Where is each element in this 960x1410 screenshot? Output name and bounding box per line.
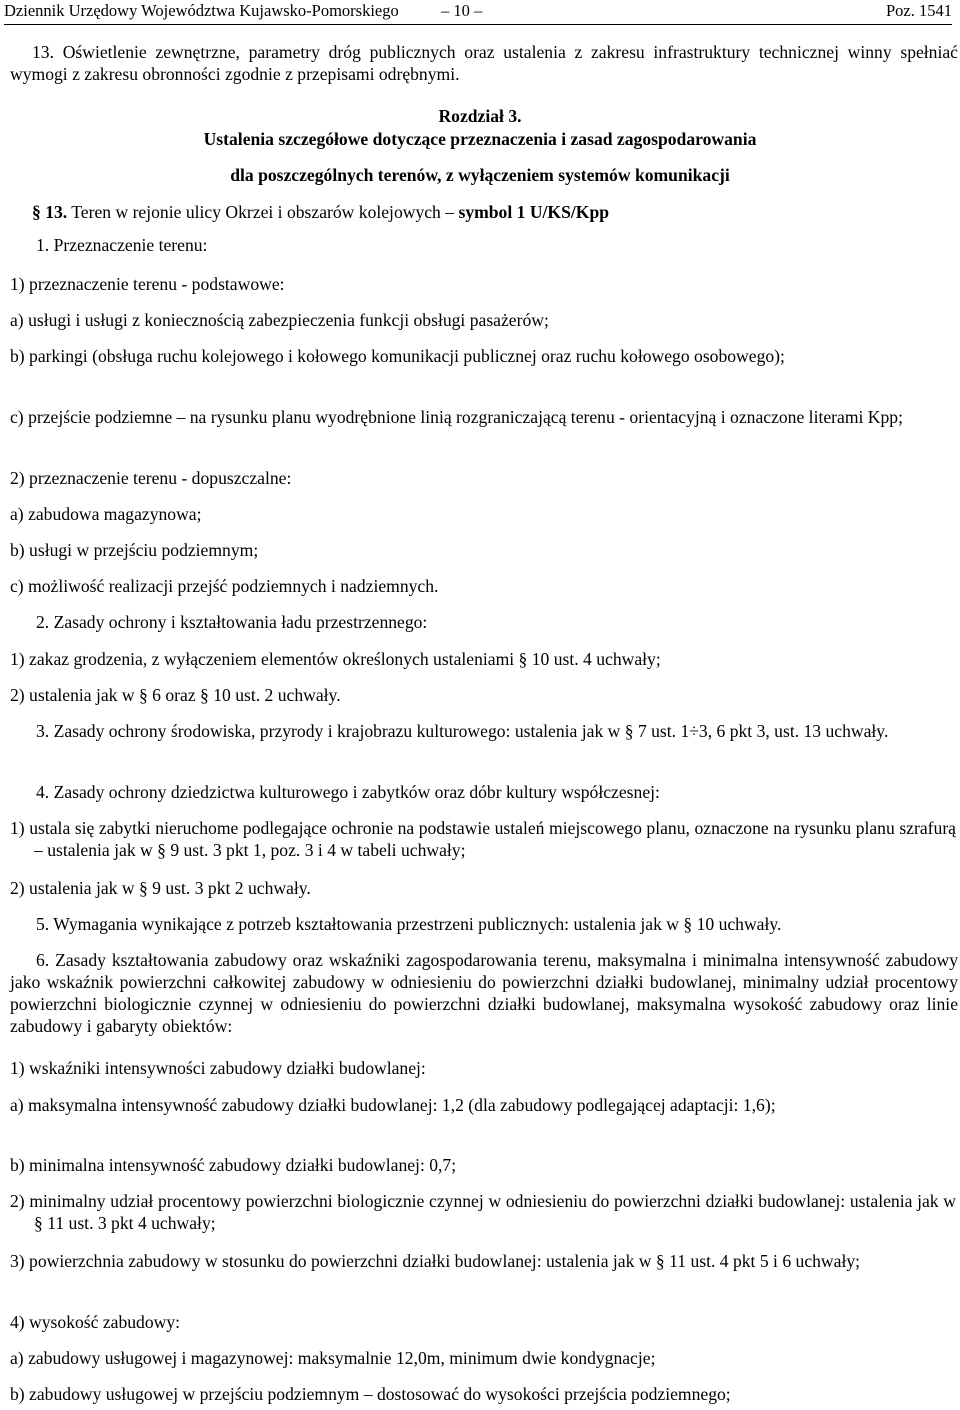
item-1-1: 1) przeznaczenie terenu - podstawowe: <box>10 274 285 294</box>
item-1-2-b: b) usługi w przejściu podziemnym; <box>10 540 259 560</box>
item-4-2: 2) ustalenia jak w § 9 ust. 3 pkt 2 uchwały. <box>10 878 311 898</box>
item-6-2: 2) minimalny udział procentowy powierzchni biologicznie czynnej w odniesieniu do powierzchni działki budowlanej: ustalenia jak w § 11 ust. 3 pkt 4 uchwały; <box>10 1191 956 1233</box>
paragraph-heading <box>32 201 958 223</box>
item-6-1-a: a) maksymalna intensywność zabudowy działki budowlanej: 1,2 (dla zabudowy podlegającej adaptacji: 1,6); <box>10 1095 776 1115</box>
item-6-4-b: b) zabudowy usługowej w przejściu podziemnym – dostosować do wysokości przejścia podziemnego; <box>10 1384 731 1404</box>
paragraph-symbol: symbol 1 U/KS/Kpp <box>458 202 610 222</box>
journal-title: Dziennik Urzędowy Województwa Kujawsko-Pomorskiego <box>4 1 399 20</box>
section-6: 6. Zasady kształtowania zabudowy oraz wskaźniki zagospodarowania terenu, maksymalna i minimalna intensywność zabudowy jako wskaźnik powierzchni całkowitej zabudowy w odniesieniu do powierzchni działki budowlanej, minimalny udział procentowy powierzchni biologicznie czynnej w odniesieniu do powierzchni działki budowlanej, maksymalna wysokość zabudowy oraz linie zabudowy i gabaryty obiektów: <box>10 950 958 1036</box>
section-5: 5. Wymagania wynikające z potrzeb kształtowania przestrzeni publicznych: ustalenia jak w § 10 uchwały. <box>36 914 782 934</box>
item-1-2-c: c) możliwość realizacji przejść podziemnych i nadziemnych. <box>10 576 439 596</box>
section-4: 4. Zasady ochrony dziedzictwa kulturowego i zabytków oraz dóbr kultury współczesnej: <box>36 782 660 802</box>
intro-paragraph-13: 13. Oświetlenie zewnętrzne, parametry dróg publicznych oraz ustalenia z zakresu infrastruktury technicznej winny spełniać wymogi z zakresu obronności zgodnie z przepisami odrębnymi. <box>10 42 958 84</box>
section-3: 3. Zasady ochrony środowiska, przyrody i krajobrazu kulturowego: ustalenia jak w § 7 ust. 1÷3, 6 pkt 3, ust. 13 uchwały. <box>36 721 889 741</box>
position-number: Poz. 1541 <box>886 1 952 20</box>
paragraph-title: Teren w rejonie ulicy Okrzei i obszarów kolejowych <box>71 202 441 222</box>
section-1: 1. Przeznaczenie terenu: <box>36 235 208 255</box>
paragraph-sign-number: § 13. <box>32 202 68 222</box>
page-number: – 10 – <box>441 1 483 20</box>
item-6-1-b: b) minimalna intensywność zabudowy działki budowlanej: 0,7; <box>10 1155 457 1175</box>
item-2-1: 1) zakaz grodzenia, z wyłączeniem elementów określonych ustaleniami § 10 ust. 4 uchwały; <box>10 649 661 669</box>
item-1-1-a: a) usługi i usługi z koniecznością zabezpieczenia funkcji obsługi pasażerów; <box>10 310 549 330</box>
section-2: 2. Zasady ochrony i kształtowania ładu przestrzennego: <box>36 612 428 632</box>
item-4-1: 1) ustala się zabytki nieruchome podlegające ochronie na podstawie ustaleń miejscowego planu, oznaczone na rysunku planu szrafurą – ustalenia jak w § 9 ust. 3 pkt 1, poz. 3 i 4 w tabeli uchwały; <box>10 818 956 860</box>
item-6-4: 4) wysokość zabudowy: <box>10 1312 181 1332</box>
page-header <box>4 0 952 25</box>
chapter-number: Rozdział 3. <box>438 106 522 126</box>
item-6-3: 3) powierzchnia zabudowy w stosunku do powierzchni działki budowlanej: ustalenia jak w § 11 ust. 4 pkt 5 i 6 uchwały; <box>10 1251 861 1271</box>
chapter-title-line2: dla poszczególnych terenów, z wyłączeniem systemów komunikacji <box>230 165 730 185</box>
item-1-2: 2) przeznaczenie terenu - dopuszczalne: <box>10 468 292 488</box>
chapter-title-line1: Ustalenia szczegółowe dotyczące przeznaczenia i zasad zagospodarowania <box>203 129 757 149</box>
item-2-2: 2) ustalenia jak w § 6 oraz § 10 ust. 2 uchwały. <box>10 685 341 705</box>
item-1-2-a: a) zabudowa magazynowa; <box>10 504 202 524</box>
item-6-4-a: a) zabudowy usługowej i magazynowej: maksymalnie 12,0m, minimum dwie kondygnacje; <box>10 1348 656 1368</box>
item-1-1-c: c) przejście podziemne – na rysunku planu wyodrębnione linią rozgraniczającą terenu - orientacyjną i oznaczone literami Kpp; <box>10 407 903 427</box>
paragraph-dash: – <box>445 202 455 222</box>
item-1-1-b: b) parkingi (obsługa ruchu kolejowego i kołowego komunikacji publicznej oraz ruchu kołowego osobowego); <box>10 346 785 366</box>
item-6-1: 1) wskaźniki intensywności zabudowy działki budowlanej: <box>10 1058 426 1078</box>
